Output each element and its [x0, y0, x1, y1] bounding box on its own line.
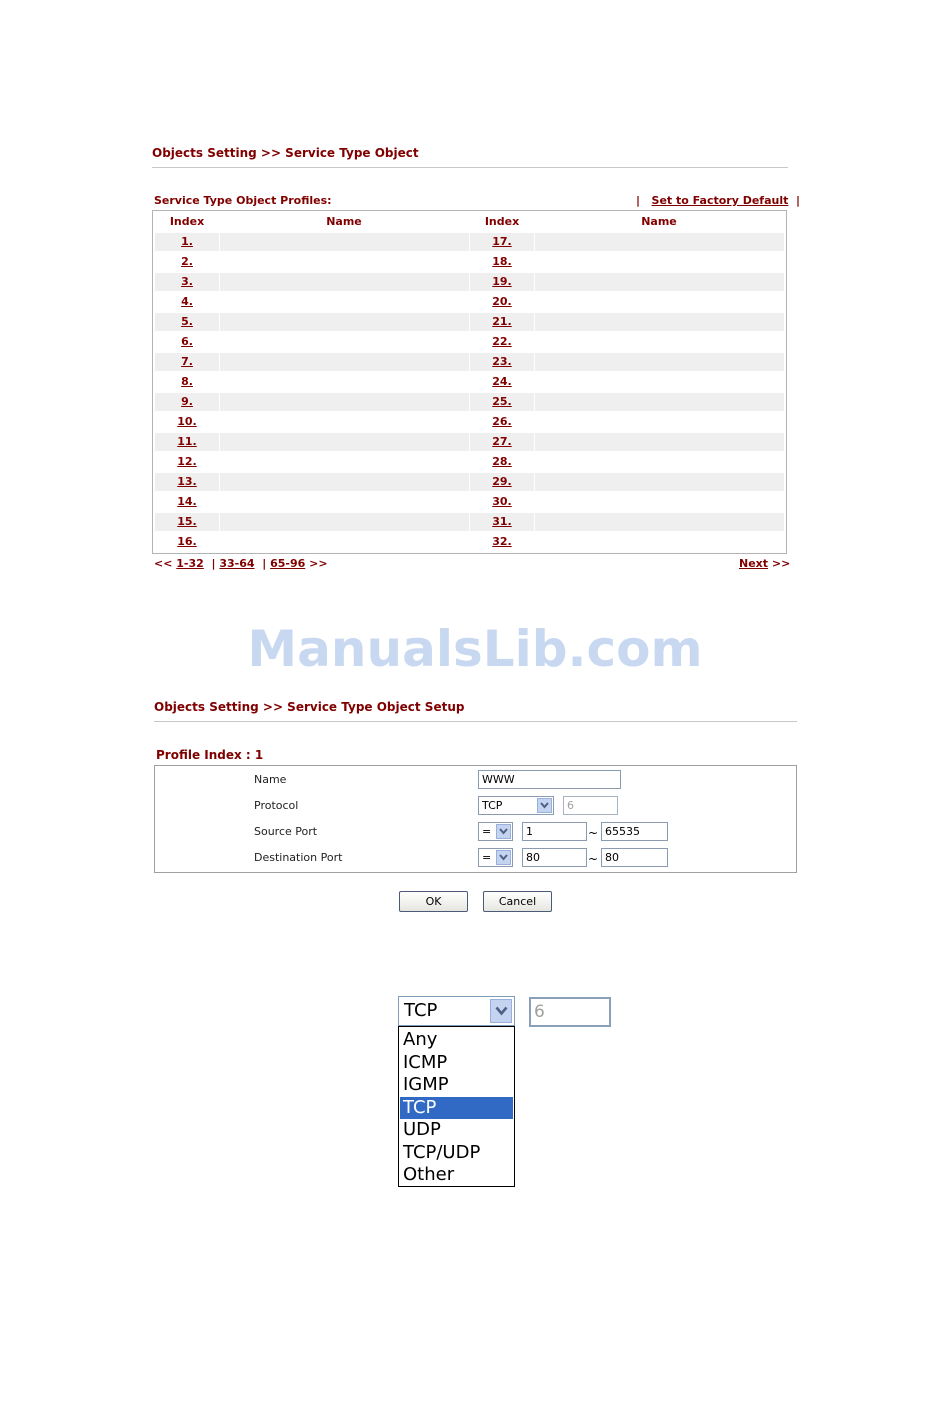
profile-index-link[interactable]: 19. — [492, 275, 512, 288]
index-cell — [155, 373, 219, 391]
index-cell — [470, 333, 534, 351]
name-cell — [535, 353, 784, 371]
name-cell — [220, 493, 469, 511]
profile-index-link[interactable]: 29. — [492, 475, 512, 488]
profile-index-link[interactable]: 21. — [492, 315, 512, 328]
index-cell — [155, 413, 219, 431]
profile-index-link[interactable]: 10. — [177, 415, 197, 428]
index-cell — [155, 473, 219, 491]
profile-index-link[interactable]: 22. — [492, 335, 512, 348]
source-port-end-input[interactable]: 65535 — [601, 822, 668, 841]
name-cell — [535, 253, 784, 271]
name-cell — [220, 393, 469, 411]
separator: | — [796, 194, 801, 207]
range-tilde: ~ — [588, 852, 599, 866]
column-header-name: Name — [641, 215, 677, 228]
name-cell — [220, 513, 469, 531]
index-cell — [155, 233, 219, 251]
profile-index-link[interactable]: 28. — [492, 455, 512, 468]
profile-index-link[interactable]: 31. — [492, 515, 512, 528]
profile-index-link[interactable]: 11. — [177, 435, 197, 448]
index-cell — [470, 513, 534, 531]
pagination — [154, 557, 328, 570]
profile-index-link[interactable]: 3. — [181, 275, 193, 288]
profile-index-link[interactable]: 14. — [177, 495, 197, 508]
protocol-option[interactable]: Any — [403, 1029, 438, 1050]
profile-index-link[interactable]: 13. — [177, 475, 197, 488]
cancel-button[interactable]: Cancel — [483, 891, 552, 912]
table-row — [153, 353, 786, 371]
table-row — [153, 493, 786, 511]
index-cell — [155, 453, 219, 471]
protocol-number-input: 6 — [529, 997, 611, 1027]
profile-index-title: Profile Index : 1 — [156, 748, 264, 762]
index-cell — [155, 253, 219, 271]
table-row — [153, 453, 786, 471]
index-cell — [470, 233, 534, 251]
index-cell — [470, 473, 534, 491]
protocol-options-list — [398, 1026, 515, 1187]
name-cell — [220, 333, 469, 351]
name-cell — [220, 253, 469, 271]
setup-breadcrumb: Objects Setting >> Service Type Object Setup — [154, 700, 465, 714]
index-cell — [155, 313, 219, 331]
factory-default-group — [636, 194, 800, 207]
column-header-name: Name — [326, 215, 362, 228]
name-cell — [220, 473, 469, 491]
name-cell — [535, 513, 784, 531]
protocol-dropdown[interactable] — [398, 996, 515, 1026]
table-row — [153, 393, 786, 411]
profile-index-link[interactable]: 17. — [492, 235, 512, 248]
chevron-down-icon[interactable] — [537, 798, 552, 813]
column-header-index: Index — [484, 215, 520, 228]
profile-index-link[interactable]: 32. — [492, 535, 512, 548]
name-cell — [535, 473, 784, 491]
index-cell — [470, 493, 534, 511]
page-range-link[interactable]: 1-32 — [176, 557, 204, 570]
divider — [154, 721, 797, 722]
profile-index-link[interactable]: 12. — [177, 455, 197, 468]
name-cell — [220, 413, 469, 431]
name-cell — [535, 493, 784, 511]
profile-index-link[interactable]: 5. — [181, 315, 193, 328]
profile-index-link[interactable]: 18. — [492, 255, 512, 268]
profile-index-link[interactable]: 1. — [181, 235, 193, 248]
table-row — [153, 273, 786, 291]
name-cell — [220, 433, 469, 451]
prev-arrows: << — [154, 557, 173, 570]
table-row — [153, 293, 786, 311]
index-cell — [470, 433, 534, 451]
source-port-label: Source Port — [254, 825, 318, 838]
separator: | — [211, 557, 216, 570]
index-cell — [155, 493, 219, 511]
table-title: Service Type Object Profiles: — [154, 194, 332, 207]
index-cell — [470, 273, 534, 291]
destination-port-end-input[interactable]: 80 — [601, 848, 668, 867]
index-cell — [470, 293, 534, 311]
chevron-down-icon[interactable] — [496, 850, 511, 865]
index-cell — [470, 253, 534, 271]
profile-index-link[interactable]: 30. — [492, 495, 512, 508]
profile-index-link[interactable]: 9. — [181, 395, 193, 408]
source-port-operator-select[interactable] — [478, 822, 513, 841]
chevron-down-icon[interactable] — [490, 999, 512, 1023]
next-arrows: >> — [771, 557, 791, 570]
index-cell — [155, 293, 219, 311]
dest-op-value: = — [482, 851, 492, 864]
protocol-number-input: 6 — [563, 796, 618, 815]
index-cell — [155, 353, 219, 371]
table-row — [153, 233, 786, 251]
table-row — [153, 373, 786, 391]
destination-port-operator-select[interactable] — [478, 848, 513, 867]
index-cell — [155, 333, 219, 351]
profile-index-link[interactable]: 23. — [492, 355, 512, 368]
protocol-option[interactable]: ICMP — [403, 1051, 448, 1073]
profile-index-link[interactable]: 7. — [181, 355, 193, 368]
profile-index-link[interactable]: 4. — [181, 295, 193, 308]
watermark: ManualsLib.com — [247, 620, 703, 678]
protocol-label: Protocol — [254, 799, 299, 812]
name-cell — [220, 313, 469, 331]
index-cell — [470, 313, 534, 331]
protocol-select-value: TCP — [482, 799, 503, 812]
index-cell — [155, 533, 219, 551]
name-cell — [535, 393, 784, 411]
name-cell — [220, 373, 469, 391]
index-cell — [470, 453, 534, 471]
name-cell — [535, 533, 784, 551]
table-row — [153, 533, 786, 551]
page-range-link[interactable]: 65-96 — [270, 557, 306, 570]
divider — [152, 167, 788, 168]
index-cell — [470, 413, 534, 431]
index-cell — [470, 533, 534, 551]
page-range-link[interactable]: 33-64 — [219, 557, 255, 570]
setup-form — [154, 765, 797, 873]
profile-index-link[interactable]: 15. — [177, 515, 197, 528]
name-cell — [220, 293, 469, 311]
source-port-start-input[interactable]: 1 — [522, 822, 587, 841]
profile-index-link[interactable]: 24. — [492, 375, 512, 388]
name-cell — [535, 433, 784, 451]
destination-port-start-input[interactable]: 80 — [522, 848, 587, 867]
index-cell — [155, 513, 219, 531]
table-row — [153, 253, 786, 271]
name-cell — [535, 453, 784, 471]
next-link[interactable]: Next — [739, 557, 769, 570]
set-to-factory-default-link[interactable]: Set to Factory Default — [651, 194, 789, 207]
name-cell — [535, 293, 784, 311]
profile-index-link[interactable]: 26. — [492, 415, 512, 428]
name-cell — [220, 353, 469, 371]
index-cell — [155, 393, 219, 411]
next-group — [739, 557, 790, 570]
name-cell — [535, 313, 784, 331]
separator: | — [262, 557, 267, 570]
profile-index-link[interactable]: 25. — [492, 395, 512, 408]
name-label: Name — [254, 773, 287, 786]
name-cell — [535, 273, 784, 291]
name-cell — [220, 273, 469, 291]
profile-index-link[interactable]: 6. — [181, 335, 193, 348]
protocol-select[interactable] — [478, 796, 554, 815]
index-cell — [470, 353, 534, 371]
table-row — [153, 413, 786, 431]
name-cell — [535, 413, 784, 431]
destination-port-label: Destination Port — [254, 851, 343, 864]
protocol-option[interactable]: UDP — [403, 1119, 441, 1140]
name-cell — [535, 233, 784, 251]
column-header-index: Index — [169, 215, 205, 228]
ok-button[interactable]: OK — [399, 891, 468, 912]
profile-index-link[interactable]: 27. — [492, 435, 512, 448]
name-cell — [220, 453, 469, 471]
profile-index-link[interactable]: 2. — [181, 255, 193, 268]
more-arrows: >> — [309, 557, 328, 570]
table-row — [153, 473, 786, 491]
table-row — [153, 433, 786, 451]
protocol-dropdown-value: TCP — [404, 1000, 438, 1021]
protocol-option[interactable]: Other — [403, 1164, 455, 1185]
name-cell — [220, 533, 469, 551]
chevron-down-icon[interactable] — [496, 824, 511, 839]
index-cell — [470, 373, 534, 391]
protocol-option[interactable]: IGMP — [403, 1074, 449, 1095]
range-tilde: ~ — [588, 826, 599, 840]
separator: | — [636, 194, 641, 207]
protocol-option[interactable]: TCP — [400, 1097, 513, 1119]
index-cell — [155, 433, 219, 451]
profile-index-link[interactable]: 20. — [492, 295, 512, 308]
name-cell — [220, 233, 469, 251]
table-row — [153, 313, 786, 331]
table-row — [153, 513, 786, 531]
name-cell — [535, 333, 784, 351]
profile-index-link[interactable]: 8. — [181, 375, 193, 388]
index-cell — [470, 393, 534, 411]
name-input[interactable]: WWW — [478, 770, 621, 789]
profile-index-link[interactable]: 16. — [177, 535, 197, 548]
index-cell — [155, 273, 219, 291]
profiles-table — [152, 210, 787, 554]
breadcrumb: Objects Setting >> Service Type Object — [152, 146, 419, 160]
protocol-option[interactable]: TCP/UDP — [403, 1141, 481, 1163]
name-cell — [535, 373, 784, 391]
source-op-value: = — [482, 825, 492, 838]
table-row — [153, 333, 786, 351]
